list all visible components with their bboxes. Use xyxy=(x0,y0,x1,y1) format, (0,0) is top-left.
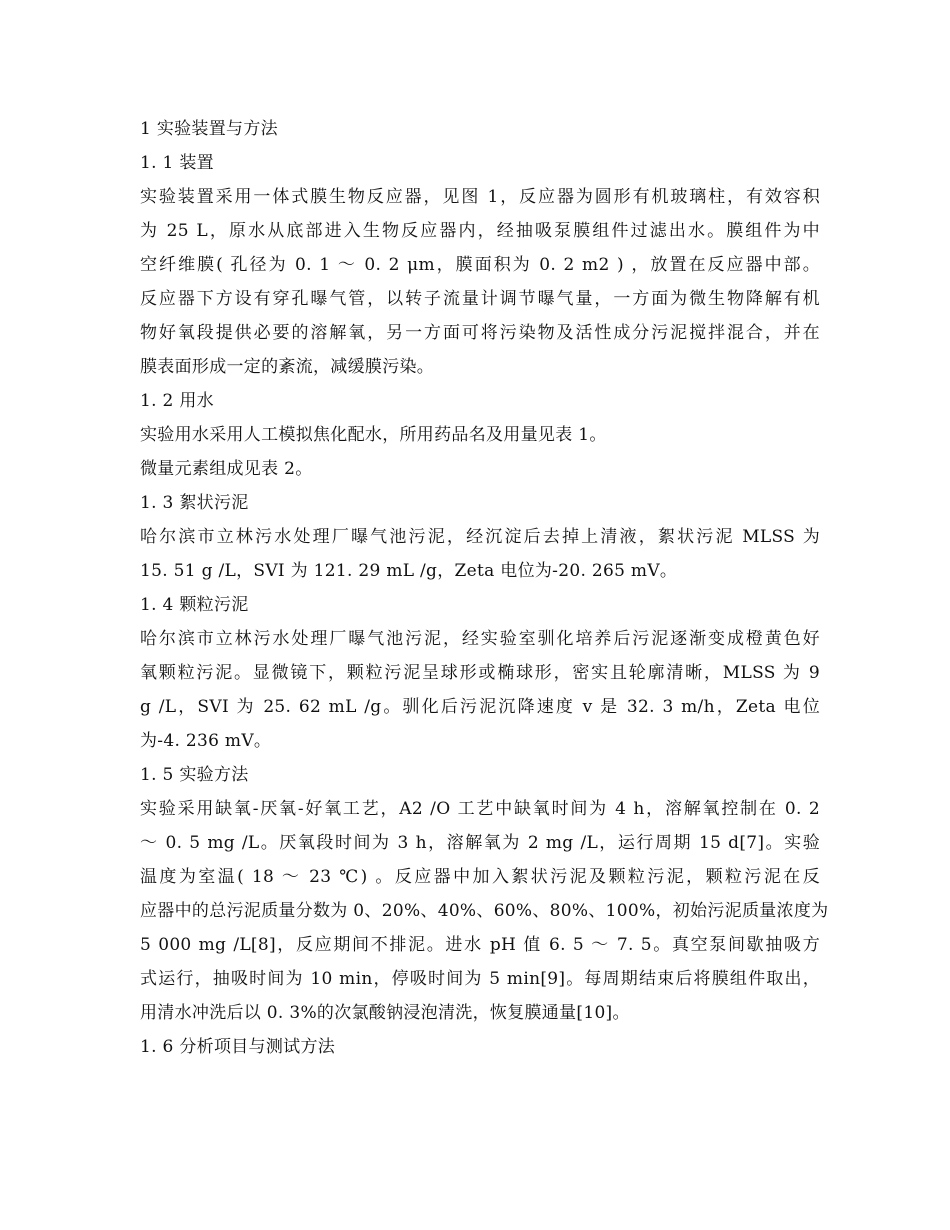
paragraph-line: 为-4. 236 mV。 xyxy=(140,731,272,751)
paragraph-line: 哈尔滨市立林污水处理厂曝气池污泥，经实验室驯化培养后污泥逐渐变成橙黄色好 xyxy=(140,629,820,649)
paragraph-line: 15. 51 g /L，SVI 为 121. 29 mL /g，Zeta 电位为-20. 265 mV。 xyxy=(140,561,678,581)
paragraph-line: 为 25 L，原水从底部进入生物反应器内，经抽吸泵膜组件过滤出水。膜组件为中 xyxy=(140,221,820,241)
paragraph-line: 实验装置采用一体式膜生物反应器，见图 1，反应器为圆形有机玻璃柱，有效容积 xyxy=(140,187,820,207)
paragraph-line: 用清水冲洗后以 0. 3%的次氯酸钠浸泡清洗，恢复膜通量[10]。 xyxy=(140,1003,630,1023)
paragraph-line: 膜表面形成一定的紊流，减缓膜污染。 xyxy=(140,357,435,377)
paragraph-line: g /L，SVI 为 25. 62 mL /g。驯化后污泥沉降速度 v 是 32. 3 m/h，Zeta 电位 xyxy=(140,697,820,717)
subsection-heading: 1. 3 絮状污泥 xyxy=(140,493,249,513)
paragraph-line: 物好氧段提供必要的溶解氧，另一方面可将污染物及活性成分污泥搅拌混合，并在 xyxy=(140,323,820,343)
paragraph-line: 实验用水采用人工模拟焦化配水，所用药品名及用量见表 1。 xyxy=(140,425,607,445)
section-heading: 1 实验装置与方法 xyxy=(140,119,278,139)
paragraph-line: 反应器下方设有穿孔曝气管，以转子流量计调节曝气量，一方面为微生物降解有机 xyxy=(140,289,820,309)
document-body xyxy=(140,112,829,1064)
paragraph-line: 微量元素组成见表 2。 xyxy=(140,459,313,479)
paragraph-line: ～ 0. 5 mg /L。厌氧段时间为 3 h，溶解氧为 2 mg /L，运行周期 15 d[7]。实验 xyxy=(140,833,820,853)
subsection-heading: 1. 6 分析项目与测试方法 xyxy=(140,1037,336,1057)
subsection-heading: 1. 4 颗粒污泥 xyxy=(140,595,249,615)
subsection-heading: 1. 1 装置 xyxy=(140,153,214,173)
paragraph-line: 式运行，抽吸时间为 10 min，停吸时间为 5 min[9]。每周期结束后将膜组件取出， xyxy=(140,969,820,989)
paragraph-line: 5 000 mg /L[8]，反应期间不排泥。进水 pH 值 6. 5 ～ 7. 5。真空泵间歇抽吸方 xyxy=(140,935,820,955)
subsection-heading: 1. 5 实验方法 xyxy=(140,765,249,785)
paragraph-line: 氧颗粒污泥。显微镜下，颗粒污泥呈球形或椭球形，密实且轮廓清晰，MLSS 为 9 xyxy=(140,663,820,683)
paragraph-line: 温度为室温( 18 ～ 23 ℃) 。反应器中加入絮状污泥及颗粒污泥，颗粒污泥在反 xyxy=(140,867,820,887)
subsection-heading: 1. 2 用水 xyxy=(140,391,214,411)
paragraph-line: 实验采用缺氧-厌氧-好氧工艺，A2 /O 工艺中缺氧时间为 4 h，溶解氧控制在 0. 2 xyxy=(140,799,820,819)
paragraph-line: 应器中的总污泥质量分数为 0、20%、40%、60%、80%、100%，初始污泥质量浓度为 xyxy=(140,901,829,921)
paragraph-line: 空纤维膜( 孔径为 0. 1 ～ 0. 2 μm，膜面积为 0. 2 m2 ) ，放置在反应器中部。 xyxy=(140,255,820,275)
paragraph-line: 哈尔滨市立林污水处理厂曝气池污泥，经沉淀后去掉上清液，絮状污泥 MLSS 为 xyxy=(140,527,820,547)
